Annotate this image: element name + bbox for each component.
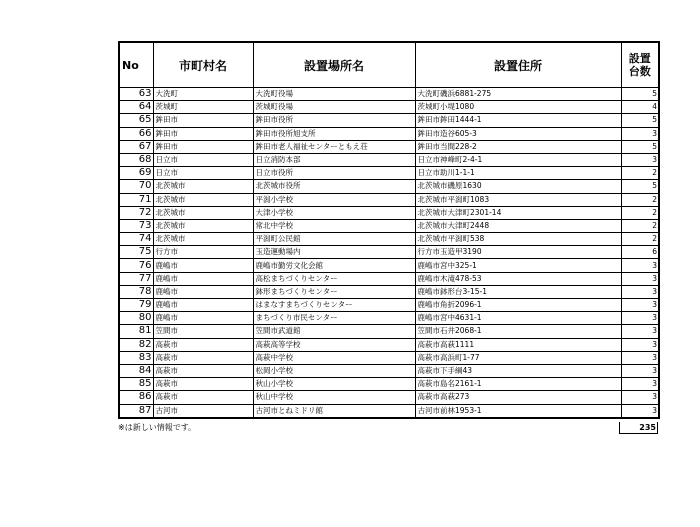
row-number: 83 xyxy=(119,351,153,364)
place-cell: 鉾田市役所旭支所 xyxy=(253,127,415,140)
row-number: 80 xyxy=(119,312,153,325)
place-cell: 大洗町役場 xyxy=(253,88,415,101)
address-cell: 鹿嶋市宮中4631-1 xyxy=(415,312,621,325)
place-cell: はまなすまちづくりセンター xyxy=(253,299,415,312)
table-row xyxy=(119,351,659,364)
total-count: 235 xyxy=(619,422,658,434)
address-cell: 茨城町小堤1080 xyxy=(415,101,621,114)
row-number: 72 xyxy=(119,206,153,219)
place-cell: 秋山中学校 xyxy=(253,391,415,404)
table-row xyxy=(119,233,659,246)
municipality-cell: 鹿嶋市 xyxy=(153,285,253,298)
row-number: 86 xyxy=(119,391,153,404)
address-cell: 鉾田市造谷605-3 xyxy=(415,127,621,140)
count-cell: 3 xyxy=(621,325,659,338)
row-number: 69 xyxy=(119,167,153,180)
data-table-container xyxy=(118,41,660,419)
count-cell: 3 xyxy=(621,378,659,391)
row-number: 64 xyxy=(119,101,153,114)
table-row xyxy=(119,180,659,193)
count-cell: 3 xyxy=(621,391,659,404)
place-cell: 高松まちづくりセンター xyxy=(253,272,415,285)
place-cell: 鉾田市老人福祉センターともえ荘 xyxy=(253,140,415,153)
place-cell: 常北中学校 xyxy=(253,219,415,232)
count-cell: 3 xyxy=(621,285,659,298)
table-row xyxy=(119,153,659,166)
count-cell: 3 xyxy=(621,312,659,325)
address-cell: 高萩市高萩1111 xyxy=(415,338,621,351)
address-cell: 鹿嶋市宮中325-1 xyxy=(415,259,621,272)
count-cell: 4 xyxy=(621,101,659,114)
municipality-cell: 古河市 xyxy=(153,404,253,418)
address-cell: 高萩市島名2161-1 xyxy=(415,378,621,391)
place-cell: 平潟町公民館 xyxy=(253,233,415,246)
row-number: 71 xyxy=(119,193,153,206)
municipality-cell: 行方市 xyxy=(153,246,253,259)
count-cell: 2 xyxy=(621,233,659,246)
address-cell: 鹿嶋市鉢形台3-15-1 xyxy=(415,285,621,298)
table-row xyxy=(119,114,659,127)
municipality-cell: 高萩市 xyxy=(153,364,253,377)
row-number: 63 xyxy=(119,88,153,101)
municipality-cell: 鹿嶋市 xyxy=(153,299,253,312)
municipality-cell: 北茨城市 xyxy=(153,219,253,232)
row-number: 65 xyxy=(119,114,153,127)
municipality-cell: 笠間市 xyxy=(153,325,253,338)
place-cell: 北茨城市役所 xyxy=(253,180,415,193)
count-cell: 5 xyxy=(621,88,659,101)
address-cell: 鹿嶋市角折2096-1 xyxy=(415,299,621,312)
address-cell: 笠間市石井2068-1 xyxy=(415,325,621,338)
place-cell: 日立市役所 xyxy=(253,167,415,180)
row-number: 66 xyxy=(119,127,153,140)
header-no: No xyxy=(119,42,153,88)
address-cell: 鉾田市鉾田1444-1 xyxy=(415,114,621,127)
installation-table xyxy=(118,41,660,419)
row-number: 84 xyxy=(119,364,153,377)
address-cell: 北茨城市平潟町1083 xyxy=(415,193,621,206)
place-cell: 笠間市武道館 xyxy=(253,325,415,338)
row-number: 79 xyxy=(119,299,153,312)
address-cell: 日立市助川1-1-1 xyxy=(415,167,621,180)
count-cell: 2 xyxy=(621,193,659,206)
count-cell: 2 xyxy=(621,206,659,219)
address-cell: 日立市神峰町2-4-1 xyxy=(415,153,621,166)
place-cell: 鉾田市役所 xyxy=(253,114,415,127)
table-body xyxy=(119,88,659,418)
place-cell: 大津小学校 xyxy=(253,206,415,219)
address-cell: 鉾田市当間228-2 xyxy=(415,140,621,153)
count-cell: 3 xyxy=(621,364,659,377)
municipality-cell: 北茨城市 xyxy=(153,193,253,206)
count-cell: 5 xyxy=(621,180,659,193)
count-cell: 3 xyxy=(621,338,659,351)
place-cell: 茨城町役場 xyxy=(253,101,415,114)
table-row xyxy=(119,127,659,140)
place-cell: 玉造運動場内 xyxy=(253,246,415,259)
header-address: 設置住所 xyxy=(415,42,621,88)
municipality-cell: 鹿嶋市 xyxy=(153,272,253,285)
place-cell: まちづくり市民センター xyxy=(253,312,415,325)
municipality-cell: 鉾田市 xyxy=(153,140,253,153)
table-row xyxy=(119,325,659,338)
count-cell: 3 xyxy=(621,299,659,312)
municipality-cell: 日立市 xyxy=(153,153,253,166)
footnote: ※は新しい情報です。 xyxy=(118,423,197,432)
address-cell: 行方市玉造甲3190 xyxy=(415,246,621,259)
municipality-cell: 茨城町 xyxy=(153,101,253,114)
address-cell: 高萩市高浜町1-77 xyxy=(415,351,621,364)
row-number: 70 xyxy=(119,180,153,193)
place-cell: 高萩中学校 xyxy=(253,351,415,364)
address-cell: 鹿嶋市木滝478-53 xyxy=(415,272,621,285)
municipality-cell: 鉾田市 xyxy=(153,114,253,127)
table-row xyxy=(119,259,659,272)
address-cell: 北茨城市磯原1630 xyxy=(415,180,621,193)
place-cell: 古河市とねミドリ館 xyxy=(253,404,415,418)
row-number: 67 xyxy=(119,140,153,153)
municipality-cell: 大洗町 xyxy=(153,88,253,101)
table-row xyxy=(119,219,659,232)
count-cell: 3 xyxy=(621,259,659,272)
table-row xyxy=(119,193,659,206)
place-cell: 松岡小学校 xyxy=(253,364,415,377)
address-cell: 北茨城市大津町2448 xyxy=(415,219,621,232)
row-number: 73 xyxy=(119,219,153,232)
table-row xyxy=(119,338,659,351)
table-row xyxy=(119,404,659,418)
header-row xyxy=(119,42,659,88)
table-footer xyxy=(118,422,658,435)
address-cell: 大洗町磯浜6881-275 xyxy=(415,88,621,101)
municipality-cell: 日立市 xyxy=(153,167,253,180)
table-row xyxy=(119,364,659,377)
count-cell: 5 xyxy=(621,114,659,127)
table-row xyxy=(119,101,659,114)
header-count xyxy=(621,42,659,88)
table-row xyxy=(119,285,659,298)
municipality-cell: 高萩市 xyxy=(153,391,253,404)
table-row xyxy=(119,206,659,219)
place-cell: 平潟小学校 xyxy=(253,193,415,206)
municipality-cell: 鹿嶋市 xyxy=(153,312,253,325)
table-row xyxy=(119,167,659,180)
table-row xyxy=(119,88,659,101)
row-number: 76 xyxy=(119,259,153,272)
row-number: 81 xyxy=(119,325,153,338)
header-place: 設置場所名 xyxy=(253,42,415,88)
table-row xyxy=(119,140,659,153)
row-number: 68 xyxy=(119,153,153,166)
row-number: 82 xyxy=(119,338,153,351)
municipality-cell: 高萩市 xyxy=(153,338,253,351)
municipality-cell: 北茨城市 xyxy=(153,206,253,219)
municipality-cell: 高萩市 xyxy=(153,351,253,364)
table-row xyxy=(119,391,659,404)
count-cell: 3 xyxy=(621,272,659,285)
count-cell: 6 xyxy=(621,246,659,259)
count-cell: 3 xyxy=(621,127,659,140)
table-row xyxy=(119,378,659,391)
address-cell: 高萩市高萩273 xyxy=(415,391,621,404)
count-cell: 3 xyxy=(621,153,659,166)
place-cell: 鹿嶋市勤労文化会館 xyxy=(253,259,415,272)
count-cell: 3 xyxy=(621,351,659,364)
municipality-cell: 鹿嶋市 xyxy=(153,259,253,272)
place-cell: 秋山小学校 xyxy=(253,378,415,391)
header-count-line2: 台数 xyxy=(628,65,651,78)
count-cell: 2 xyxy=(621,167,659,180)
row-number: 75 xyxy=(119,246,153,259)
municipality-cell: 北茨城市 xyxy=(153,233,253,246)
count-cell: 2 xyxy=(621,219,659,232)
municipality-cell: 北茨城市 xyxy=(153,180,253,193)
row-number: 87 xyxy=(119,404,153,418)
table-row xyxy=(119,312,659,325)
place-cell: 高萩高等学校 xyxy=(253,338,415,351)
count-cell: 5 xyxy=(621,140,659,153)
municipality-cell: 高萩市 xyxy=(153,378,253,391)
header-count-line1: 設置 xyxy=(628,52,651,65)
table-row xyxy=(119,299,659,312)
header-municipality: 市町村名 xyxy=(153,42,253,88)
row-number: 78 xyxy=(119,285,153,298)
address-cell: 古河市前林1953-1 xyxy=(415,404,621,418)
address-cell: 高萩市下手綱43 xyxy=(415,364,621,377)
municipality-cell: 鉾田市 xyxy=(153,127,253,140)
row-number: 85 xyxy=(119,378,153,391)
table-row xyxy=(119,246,659,259)
address-cell: 北茨城市平潟町538 xyxy=(415,233,621,246)
table-row xyxy=(119,272,659,285)
address-cell: 北茨城市大津町2301-14 xyxy=(415,206,621,219)
row-number: 77 xyxy=(119,272,153,285)
count-cell: 3 xyxy=(621,404,659,418)
place-cell: 鉢形まちづくりセンター xyxy=(253,285,415,298)
row-number: 74 xyxy=(119,233,153,246)
place-cell: 日立消防本部 xyxy=(253,153,415,166)
